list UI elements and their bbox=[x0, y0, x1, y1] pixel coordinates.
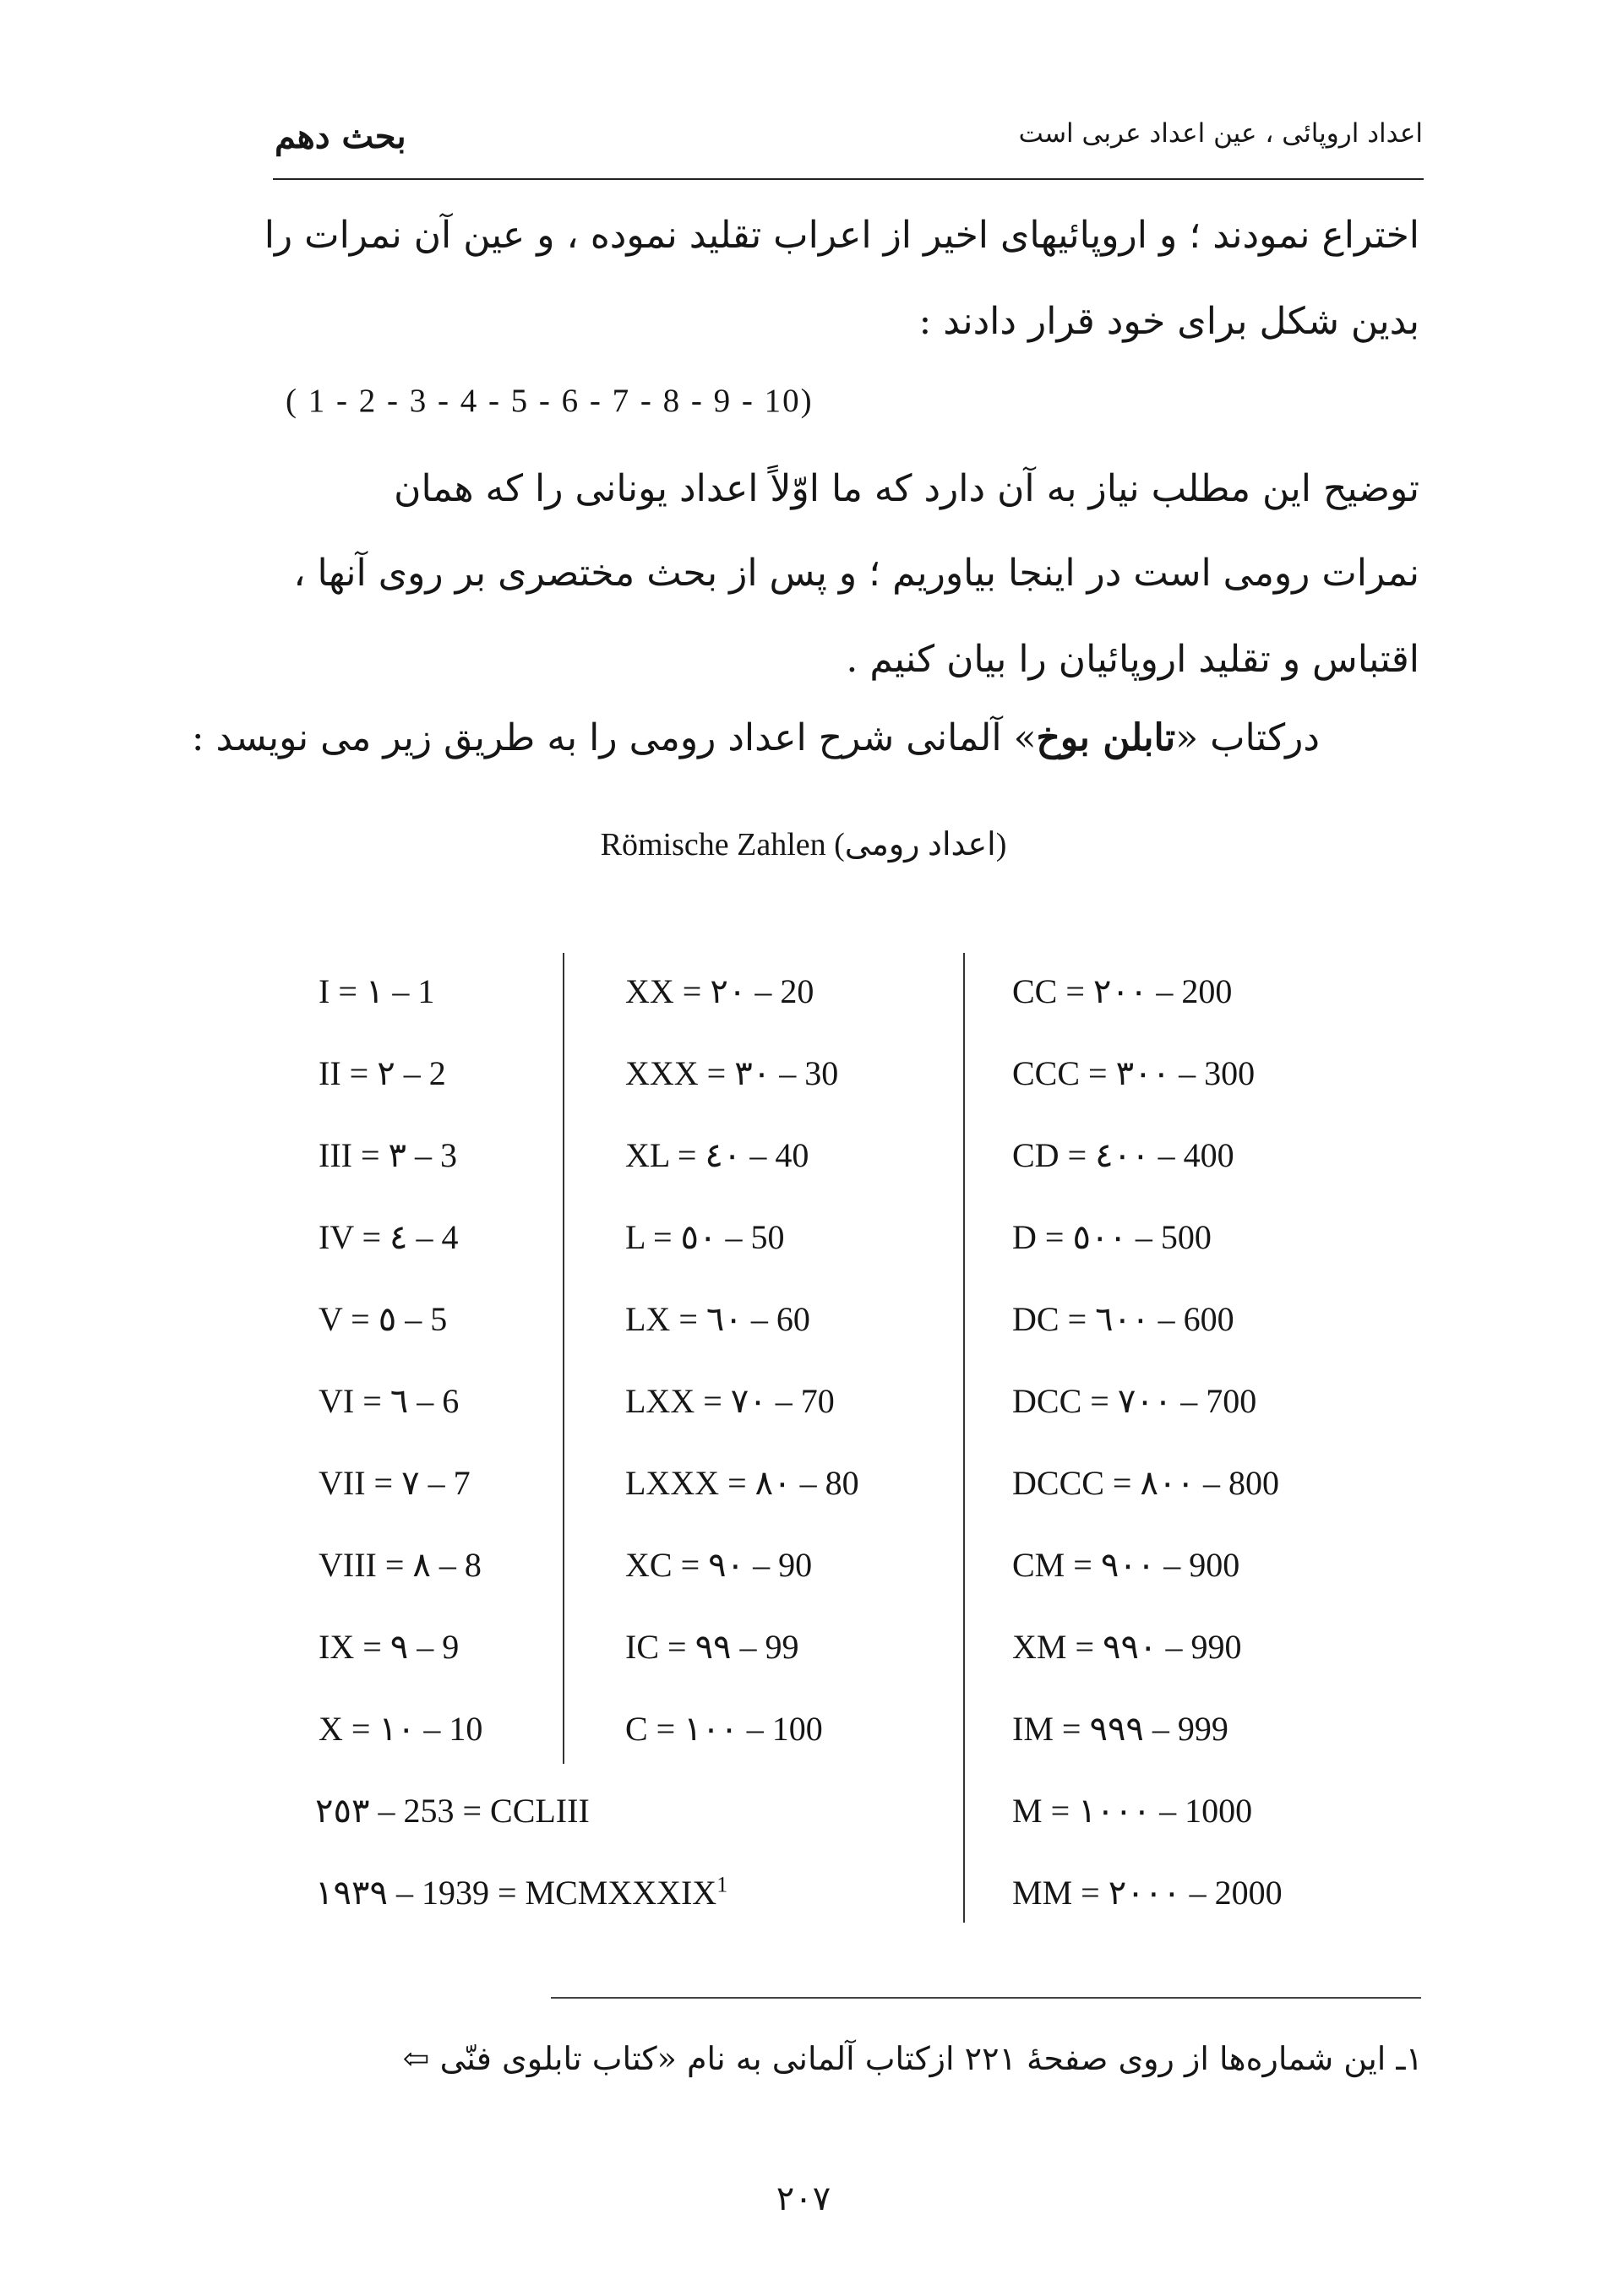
footnote: ١ـ این شماره‌ها از روی صفحهٔ ٢٢١ ازکتاب آلمانی به نام «کتاب تابلوی فنّی ⇦ bbox=[402, 2040, 1423, 2077]
numeral-row: VII = ٧ – 7 bbox=[319, 1464, 471, 1502]
paragraph-2-line-1: توضیح این مطلب نیاز به آن دارد که ما اوّلاً اعداد یونانی را که همان bbox=[394, 467, 1419, 510]
numeral-row: XM = ٩٩٠ – 990 bbox=[1012, 1628, 1242, 1666]
running-title: اعداد اروپائی ، عین اعداد عربی است bbox=[1018, 118, 1423, 149]
numeral-row: VI = ٦ – 6 bbox=[319, 1382, 460, 1420]
numeral-row: VIII = ٨ – 8 bbox=[319, 1546, 482, 1584]
numeral-row: X = ١٠ – 10 bbox=[319, 1710, 483, 1748]
column-divider-1 bbox=[563, 953, 564, 1764]
footnote-marker: 1 bbox=[716, 1872, 728, 1897]
numeral-row: I = ١ – 1 bbox=[319, 972, 435, 1010]
numeral-row: CCC = ٣٠٠ – 300 bbox=[1012, 1054, 1256, 1092]
numeral-row: LX = ٦٠ – 60 bbox=[625, 1300, 810, 1338]
example-1939-text: ١٩٣٩ – 1939 = MCMXXXIX bbox=[315, 1874, 717, 1912]
numeral-row: IM = ٩٩٩ – 999 bbox=[1012, 1710, 1228, 1748]
numeral-row: XL = ٤٠ – 40 bbox=[625, 1136, 809, 1174]
numeral-row: XX = ٢٠ – 20 bbox=[625, 972, 814, 1010]
numeral-row: II = ٢ – 2 bbox=[319, 1054, 446, 1092]
example-1939 bbox=[315, 1873, 727, 1912]
numeral-row: DC = ٦٠٠ – 600 bbox=[1012, 1300, 1234, 1338]
numeral-row: C = ١٠٠ – 100 bbox=[625, 1710, 823, 1748]
numeral-row: IV = ٤ – 4 bbox=[319, 1218, 459, 1256]
numeral-row: LXXX = ٨٠ – 80 bbox=[625, 1464, 859, 1502]
section-heading: بحث دهم bbox=[275, 117, 406, 156]
paragraph-1-line-1: اختراع نمودند ؛ و اروپائیهای اخیر از اعراب تقلید نموده ، و عین آن نمرات را bbox=[264, 214, 1419, 257]
numeral-row: D = ٥٠٠ – 500 bbox=[1012, 1218, 1212, 1256]
numeral-row: M = ١٠٠٠ – 1000 bbox=[1012, 1792, 1253, 1830]
numeral-row: V = ٥ – 5 bbox=[319, 1300, 448, 1338]
header-rule bbox=[273, 178, 1424, 180]
paragraph-3 bbox=[192, 716, 1320, 759]
footnote-rule bbox=[551, 1997, 1421, 1999]
column-divider-2 bbox=[963, 953, 965, 1923]
paragraph-2-line-3: اقتباس و تقلید اروپائیان را بیان کنیم . bbox=[846, 638, 1419, 681]
paragraph-1-line-2: بدین شکل برای خود قرار دادند : bbox=[918, 300, 1419, 343]
example-253: ٢٥٣ – 253 = CCLIII bbox=[315, 1792, 590, 1830]
paragraph-2-line-2: نمرات رومی است در اینجا بیاوریم ؛ و پس از بحث مختصری بر روی آنها ، bbox=[293, 552, 1419, 595]
numeral-row: CM = ٩٠٠ – 900 bbox=[1012, 1546, 1240, 1584]
numeral-row: CC = ٢٠٠ – 200 bbox=[1012, 972, 1233, 1010]
numeral-row: MM = ٢٠٠٠ – 2000 bbox=[1012, 1874, 1283, 1912]
numeral-row: DCCC = ٨٠٠ – 800 bbox=[1012, 1464, 1279, 1502]
numeral-row: L = ٥٠ – 50 bbox=[625, 1218, 785, 1256]
table-caption: Römische Zahlen (اعداد رومی) bbox=[600, 827, 1007, 862]
numeral-row: XXX = ٣٠ – 30 bbox=[625, 1054, 839, 1092]
numeral-row: IX = ٩ – 9 bbox=[319, 1628, 460, 1666]
european-digits-line: ( 1 - 2 - 3 - 4 - 5 - 6 - 7 - 8 - 9 - 10) bbox=[286, 383, 814, 419]
book-title: تابلن بوخ bbox=[1036, 716, 1176, 759]
paragraph-3-prefix: درکتاب « bbox=[1175, 716, 1320, 759]
numeral-row: DCC = ٧٠٠ – 700 bbox=[1012, 1382, 1257, 1420]
paragraph-3-suffix: » آلمانی شرح اعداد رومی را به طریق زیر می نویسد : bbox=[191, 716, 1037, 759]
numeral-row: XC = ٩٠ – 90 bbox=[625, 1546, 813, 1584]
numeral-row: LXX = ٧٠ – 70 bbox=[625, 1382, 835, 1420]
numeral-row: CD = ٤٠٠ – 400 bbox=[1012, 1136, 1234, 1174]
page-number: ٢٠٧ bbox=[776, 2179, 831, 2218]
numeral-row: III = ٣ – 3 bbox=[319, 1136, 458, 1174]
numeral-row: IC = ٩٩ – 99 bbox=[625, 1628, 799, 1666]
